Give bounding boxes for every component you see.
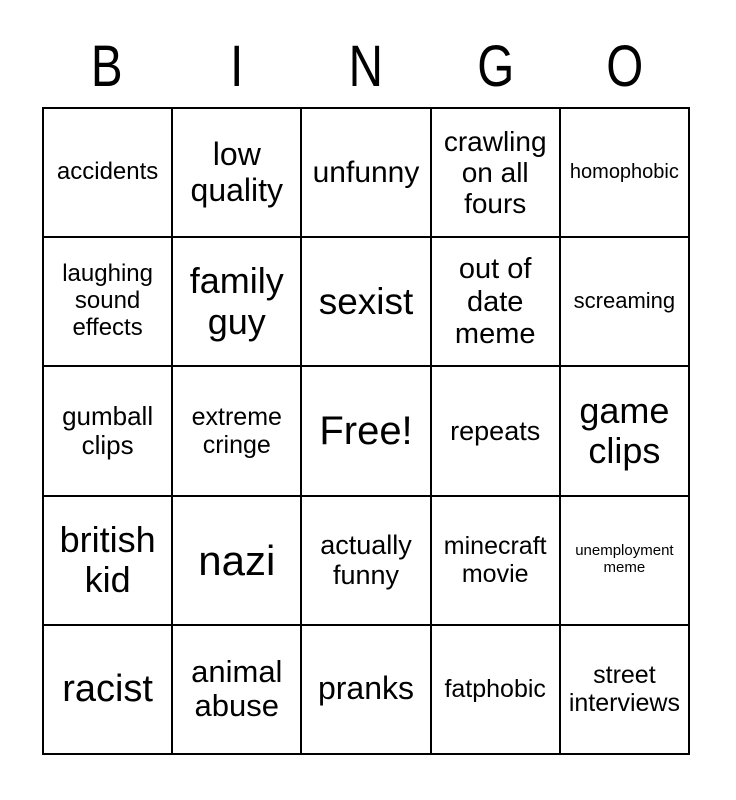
bingo-title bbox=[42, 34, 690, 99]
bingo-cell[interactable]: accidents bbox=[43, 108, 172, 237]
bingo-title-letter-o: O bbox=[606, 34, 644, 99]
bingo-cell[interactable]: crawling on all fours bbox=[431, 108, 560, 237]
bingo-cell[interactable]: pranks bbox=[301, 625, 430, 754]
bingo-cell-free[interactable]: Free! bbox=[301, 366, 430, 495]
bingo-cell[interactable]: british kid bbox=[43, 496, 172, 625]
bingo-cell[interactable]: laughing sound effects bbox=[43, 237, 172, 366]
bingo-cell[interactable]: game clips bbox=[560, 366, 689, 495]
bingo-cell[interactable]: family guy bbox=[172, 237, 301, 366]
bingo-cell[interactable]: extreme cringe bbox=[172, 366, 301, 495]
bingo-cell[interactable]: minecraft movie bbox=[431, 496, 560, 625]
bingo-cell[interactable]: nazi bbox=[172, 496, 301, 625]
bingo-cell[interactable]: racist bbox=[43, 625, 172, 754]
bingo-cell[interactable]: gumball clips bbox=[43, 366, 172, 495]
bingo-cell[interactable]: street interviews bbox=[560, 625, 689, 754]
bingo-cell[interactable]: fatphobic bbox=[431, 625, 560, 754]
bingo-grid bbox=[42, 107, 690, 755]
bingo-title-letter-i: I bbox=[229, 34, 244, 99]
bingo-cell[interactable]: repeats bbox=[431, 366, 560, 495]
bingo-cell[interactable]: screaming bbox=[560, 237, 689, 366]
bingo-cell[interactable]: out of date meme bbox=[431, 237, 560, 366]
bingo-cell[interactable]: actually funny bbox=[301, 496, 430, 625]
bingo-cell[interactable]: unfunny bbox=[301, 108, 430, 237]
bingo-cell[interactable]: homophobic bbox=[560, 108, 689, 237]
bingo-cell[interactable]: animal abuse bbox=[172, 625, 301, 754]
bingo-cell[interactable]: unemployment meme bbox=[560, 496, 689, 625]
bingo-title-letter-g: G bbox=[477, 34, 515, 99]
bingo-title-letter-b: B bbox=[90, 34, 123, 99]
bingo-cell[interactable]: low quality bbox=[172, 108, 301, 237]
bingo-cell[interactable]: sexist bbox=[301, 237, 430, 366]
bingo-title-letter-n: N bbox=[348, 34, 384, 99]
